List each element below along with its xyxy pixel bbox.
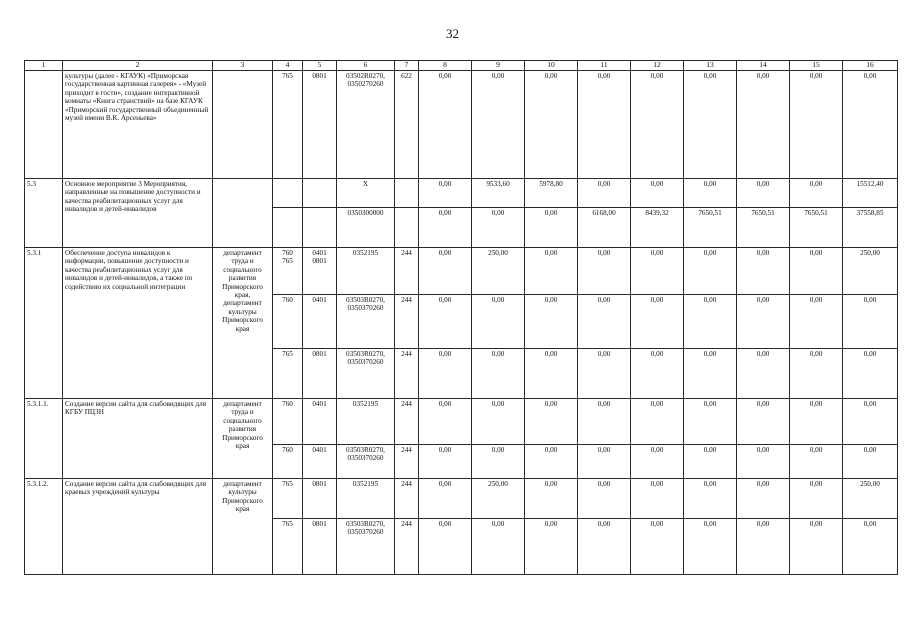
executor: департамент труда и социального развития Приморского края, департамент культуры Приморского края <box>213 248 273 399</box>
amount-cell: 0,00 <box>790 479 843 519</box>
section-code: 0801 <box>303 519 337 575</box>
expense-type-code <box>395 208 419 248</box>
amount-cell: 0,00 <box>631 479 684 519</box>
amount-cell: 0,00 <box>843 295 898 349</box>
amount-cell: 0,00 <box>578 399 631 445</box>
activity-name: Создание версии сайта для слабовидящих для КГБУ ПЦЗН <box>63 399 213 479</box>
amount-cell: 0,00 <box>472 445 525 479</box>
expense-type-code: 244 <box>395 349 419 399</box>
col-header: 11 <box>578 61 631 71</box>
amount-cell: 9533,60 <box>472 179 525 208</box>
amount-cell: 6168,00 <box>578 208 631 248</box>
amount-cell: 0,00 <box>525 445 578 479</box>
amount-cell: 0,00 <box>843 349 898 399</box>
amount-cell: 0,00 <box>684 71 737 179</box>
target-article-code: 0350300000 <box>337 208 395 248</box>
amount-cell: 250,00 <box>472 479 525 519</box>
col-header: 1 <box>25 61 63 71</box>
amount-cell: 0,00 <box>419 479 472 519</box>
table-body <box>25 61 898 575</box>
amount-cell: 0,00 <box>631 399 684 445</box>
amount-cell: 0,00 <box>737 295 790 349</box>
amount-cell: 0,00 <box>525 479 578 519</box>
section-code <box>303 208 337 248</box>
grbs-code <box>273 208 303 248</box>
amount-cell: 7650,51 <box>684 208 737 248</box>
section-code: 0401 <box>303 399 337 445</box>
amount-cell: 0,00 <box>578 479 631 519</box>
amount-cell: 0,00 <box>843 519 898 575</box>
amount-cell: 0,00 <box>525 399 578 445</box>
grbs-code: 765 <box>273 519 303 575</box>
table-row <box>25 399 898 445</box>
amount-cell: 0,00 <box>419 349 472 399</box>
amount-cell: 0,00 <box>790 248 843 295</box>
col-header: 16 <box>843 61 898 71</box>
expense-type-code: 244 <box>395 248 419 295</box>
amount-cell: 0,00 <box>419 248 472 295</box>
amount-cell: 5978,80 <box>525 179 578 208</box>
expense-type-code: 244 <box>395 479 419 519</box>
amount-cell: 0,00 <box>525 248 578 295</box>
col-header: 6 <box>337 61 395 71</box>
activity-name: Основное мероприятие 3 Мероприятия, направленные на повышение доступности и качества реабилитационных услуг для инвалидов и детей-инвалидов <box>63 179 213 248</box>
section-code: 0401 <box>303 445 337 479</box>
target-article-code: X <box>337 179 395 208</box>
amount-cell: 0,00 <box>737 179 790 208</box>
col-header: 3 <box>213 61 273 71</box>
col-header: 15 <box>790 61 843 71</box>
target-article-code: 03503R0270, 0350370260 <box>337 445 395 479</box>
amount-cell: 0,00 <box>525 295 578 349</box>
grbs-code <box>273 179 303 208</box>
amount-cell: 0,00 <box>790 519 843 575</box>
section-code: 0801 <box>303 349 337 399</box>
executor <box>213 179 273 248</box>
amount-cell: 0,00 <box>578 248 631 295</box>
amount-cell: 0,00 <box>472 295 525 349</box>
amount-cell: 7650,51 <box>737 208 790 248</box>
amount-cell: 0,00 <box>684 399 737 445</box>
amount-cell: 0,00 <box>684 445 737 479</box>
amount-cell: 0,00 <box>472 208 525 248</box>
grbs-code: 765 <box>273 349 303 399</box>
amount-cell: 0,00 <box>419 519 472 575</box>
amount-cell: 8439,32 <box>631 208 684 248</box>
target-article-code: 0352195 <box>337 248 395 295</box>
amount-cell: 0,00 <box>631 71 684 179</box>
expense-type-code: 244 <box>395 445 419 479</box>
amount-cell: 0,00 <box>790 349 843 399</box>
section-code <box>303 179 337 208</box>
col-header: 7 <box>395 61 419 71</box>
executor <box>213 71 273 179</box>
column-header-row <box>25 61 898 71</box>
amount-cell: 0,00 <box>525 349 578 399</box>
target-article-code: 0352195 <box>337 399 395 445</box>
amount-cell: 0,00 <box>578 519 631 575</box>
amount-cell: 0,00 <box>472 349 525 399</box>
amount-cell: 0,00 <box>578 71 631 179</box>
grbs-code: 765 <box>273 71 303 179</box>
grbs-code: 760 765 <box>273 248 303 295</box>
col-header: 12 <box>631 61 684 71</box>
table-row <box>25 71 898 179</box>
col-header: 2 <box>63 61 213 71</box>
amount-cell: 0,00 <box>419 179 472 208</box>
row-number: 5.3.1 <box>25 248 63 399</box>
table-row <box>25 248 898 295</box>
amount-cell: 0,00 <box>419 208 472 248</box>
amount-cell: 0,00 <box>737 248 790 295</box>
activity-name: Создание версии сайта для слабовидящих для краевых учреждений культуры <box>63 479 213 575</box>
amount-cell: 0,00 <box>525 208 578 248</box>
table-row <box>25 479 898 519</box>
row-number: 5.3.1.2. <box>25 479 63 575</box>
table-row <box>25 179 898 208</box>
amount-cell: 0,00 <box>631 349 684 399</box>
amount-cell: 0,00 <box>790 71 843 179</box>
amount-cell: 0,00 <box>631 445 684 479</box>
target-article-code: 03503R0270, 0350370260 <box>337 349 395 399</box>
amount-cell: 0,00 <box>684 248 737 295</box>
amount-cell: 7650,51 <box>790 208 843 248</box>
amount-cell: 0,00 <box>419 445 472 479</box>
amount-cell: 0,00 <box>790 445 843 479</box>
amount-cell: 0,00 <box>737 399 790 445</box>
col-header: 13 <box>684 61 737 71</box>
amount-cell: 0,00 <box>419 71 472 179</box>
amount-cell: 0,00 <box>578 295 631 349</box>
grbs-code: 760 <box>273 445 303 479</box>
target-article-code: 03503R0270, 0350370260 <box>337 295 395 349</box>
col-header: 4 <box>273 61 303 71</box>
section-code: 0401 <box>303 295 337 349</box>
target-article-code: 03502R0270, 0350270260 <box>337 71 395 179</box>
page-number: 32 <box>446 26 459 41</box>
amount-cell: 0,00 <box>843 445 898 479</box>
amount-cell: 0,00 <box>684 179 737 208</box>
amount-cell: 0,00 <box>578 179 631 208</box>
section-code: 0801 <box>303 479 337 519</box>
amount-cell: 0,00 <box>684 519 737 575</box>
grbs-code: 760 <box>273 295 303 349</box>
amount-cell: 37558,85 <box>843 208 898 248</box>
target-article-code: 03503R0270, 0350370260 <box>337 519 395 575</box>
amount-cell: 0,00 <box>525 519 578 575</box>
expense-type-code <box>395 179 419 208</box>
amount-cell: 0,00 <box>419 399 472 445</box>
amount-cell: 0,00 <box>737 519 790 575</box>
amount-cell: 0,00 <box>419 295 472 349</box>
amount-cell: 0,00 <box>843 71 898 179</box>
amount-cell: 0,00 <box>737 71 790 179</box>
grbs-code: 765 <box>273 479 303 519</box>
amount-cell: 0,00 <box>790 399 843 445</box>
amount-cell: 0,00 <box>737 445 790 479</box>
col-header: 9 <box>472 61 525 71</box>
expense-type-code: 244 <box>395 399 419 445</box>
activity-name: культуры (далее - КГАУК) «Приморская государственная картинная галерея» - «Музей приходит в гости», создание интерактивной комнаты «Книга странствий» на базе КГАУК «Приморский государственный объединенный музей имени В.К. Арсеньева» <box>63 71 213 179</box>
expense-type-code: 244 <box>395 295 419 349</box>
amount-cell: 0,00 <box>737 349 790 399</box>
amount-cell: 0,00 <box>684 295 737 349</box>
amount-cell: 0,00 <box>631 295 684 349</box>
amount-cell: 0,00 <box>631 248 684 295</box>
amount-cell: 0,00 <box>578 349 631 399</box>
section-code: 0801 <box>303 71 337 179</box>
amount-cell: 0,00 <box>790 179 843 208</box>
col-header: 5 <box>303 61 337 71</box>
amount-cell: 0,00 <box>631 519 684 575</box>
executor: департамент труда и социального развития Приморского края <box>213 399 273 479</box>
grbs-code: 760 <box>273 399 303 445</box>
amount-cell: 250,00 <box>843 248 898 295</box>
amount-cell: 0,00 <box>737 479 790 519</box>
amount-cell: 0,00 <box>578 445 631 479</box>
executor: департамент культуры Приморского края <box>213 479 273 575</box>
amount-cell: 0,00 <box>684 479 737 519</box>
expense-type-code: 622 <box>395 71 419 179</box>
row-number: 5.3 <box>25 179 63 248</box>
amount-cell: 250,00 <box>472 248 525 295</box>
amount-cell: 0,00 <box>525 71 578 179</box>
col-header: 14 <box>737 61 790 71</box>
col-header: 10 <box>525 61 578 71</box>
activity-name: Обеспечение доступа инвалидов к информации, повышение доступности и качества реабилитационных услуг для инвалидов и детей-инвалидов, а также по содействию их социальной интеграции <box>63 248 213 399</box>
amount-cell: 0,00 <box>843 399 898 445</box>
budget-table <box>24 60 898 575</box>
amount-cell: 250,00 <box>843 479 898 519</box>
row-number <box>25 71 63 179</box>
amount-cell: 0,00 <box>472 399 525 445</box>
expense-type-code: 244 <box>395 519 419 575</box>
amount-cell: 0,00 <box>684 349 737 399</box>
amount-cell: 15512,40 <box>843 179 898 208</box>
target-article-code: 0352195 <box>337 479 395 519</box>
col-header: 8 <box>419 61 472 71</box>
amount-cell: 0,00 <box>472 519 525 575</box>
amount-cell: 0,00 <box>472 71 525 179</box>
amount-cell: 0,00 <box>631 179 684 208</box>
row-number: 5.3.1.1. <box>25 399 63 479</box>
section-code: 0401 0801 <box>303 248 337 295</box>
amount-cell: 0,00 <box>790 295 843 349</box>
